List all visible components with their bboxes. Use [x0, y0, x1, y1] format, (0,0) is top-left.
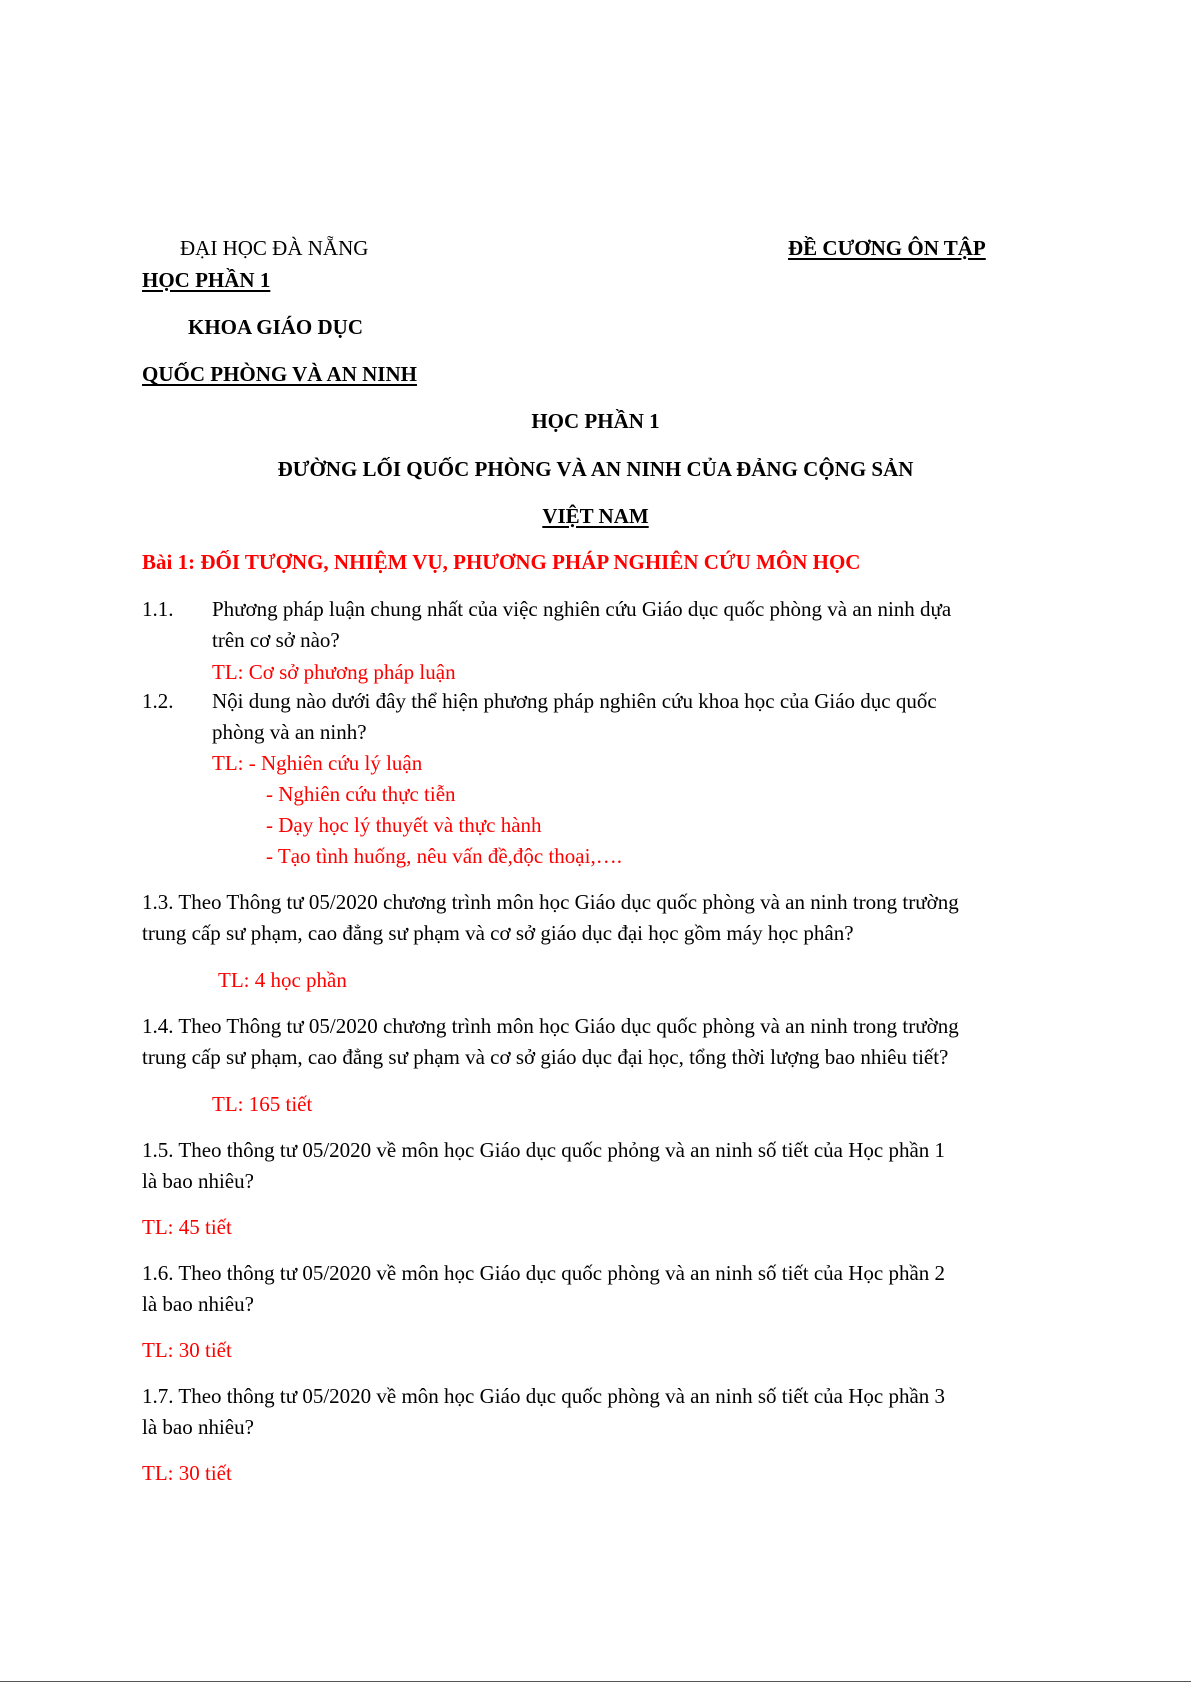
answer-text: TL: 4 học phần [218, 968, 347, 992]
university-name: ĐẠI HỌC ĐÀ NẴNG [180, 236, 369, 260]
answer-text: TL: Cơ sở phương pháp luận [212, 660, 456, 684]
module-title: HỌC PHẦN 1 [531, 409, 660, 433]
question-text-line: Phương pháp luận chung nhất của việc nghiên cứu Giáo dục quốc phòng và an ninh dựa [212, 597, 952, 621]
answer-text: TL: 165 tiết [212, 1092, 313, 1116]
question-number: 1.2. [142, 689, 174, 713]
answer-text: - Dạy học lý thuyết và thực hành [266, 813, 542, 837]
question-text-line: 1.5. Theo thông tư 05/2020 về môn học Giáo dục quốc phỏng và an ninh số tiết của Học phần 1 [142, 1138, 946, 1162]
question-number: 1.1. [142, 597, 174, 621]
question-text-line: trung cấp sư phạm, cao đẳng sư phạm và cơ sở giáo dục đại học, tổng thời lượng bao nhiêu tiết? [142, 1045, 949, 1069]
question-text-line: phòng và an ninh? [212, 720, 367, 744]
answer-text: - Tạo tình huống, nêu vấn đề,độc thoại,…. [266, 844, 622, 868]
answer-text: TL: 30 tiết [142, 1461, 232, 1485]
answer-text: TL: 45 tiết [142, 1215, 232, 1239]
course-title-line1: ĐƯỜNG LỐI QUỐC PHÒNG VÀ AN NINH CỦA ĐẢNG CỘNG SẢN [277, 457, 914, 481]
question-text-line: trên cơ sở nào? [212, 628, 340, 652]
question-text-line: là bao nhiêu? [142, 1292, 254, 1316]
question-text-line: là bao nhiêu? [142, 1169, 254, 1193]
question-text-line: là bao nhiêu? [142, 1415, 254, 1439]
faculty-name-line1: KHOA GIÁO DỤC [188, 315, 364, 339]
question-text-line: 1.4. Theo Thông tư 05/2020 chương trình môn học Giáo dục quốc phòng và an ninh trong trường [142, 1014, 959, 1038]
question-text-line: 1.7. Theo thông tư 05/2020 về môn học Giáo dục quốc phòng và an ninh số tiết của Học phần 3 [142, 1384, 946, 1408]
question-text-line: Nội dung nào dưới đây thể hiện phương pháp nghiên cứu khoa học của Giáo dục quốc [212, 689, 937, 713]
answer-text: TL: - Nghiên cứu lý luận [212, 751, 423, 775]
question-text-line: trung cấp sư phạm, cao đẳng sư phạm và cơ sở giáo dục đại học gồm máy học phân? [142, 921, 854, 945]
outline-title: ĐỀ CƯƠNG ÔN TẬP [788, 236, 986, 260]
answer-text: TL: 30 tiết [142, 1338, 232, 1362]
outline-title-continued: HỌC PHẦN 1 [142, 268, 271, 292]
page-bottom-border [0, 1681, 1191, 1682]
question-text-line: 1.6. Theo thông tư 05/2020 về môn học Giáo dục quốc phòng và an ninh số tiết của Học phần 2 [142, 1261, 946, 1285]
faculty-name-line2: QUỐC PHÒNG VÀ AN NINH [142, 362, 417, 386]
question-text-line: 1.3. Theo Thông tư 05/2020 chương trình môn học Giáo dục quốc phòng và an ninh trong trường [142, 890, 959, 914]
course-title-line2: VIỆT NAM [542, 504, 649, 528]
lesson-heading: Bài 1: ĐỐI TƯỢNG, NHIỆM VỤ, PHƯƠNG PHÁP NGHIÊN CỨU MÔN HỌC [142, 550, 861, 574]
answer-text: - Nghiên cứu thực tiễn [266, 782, 456, 806]
